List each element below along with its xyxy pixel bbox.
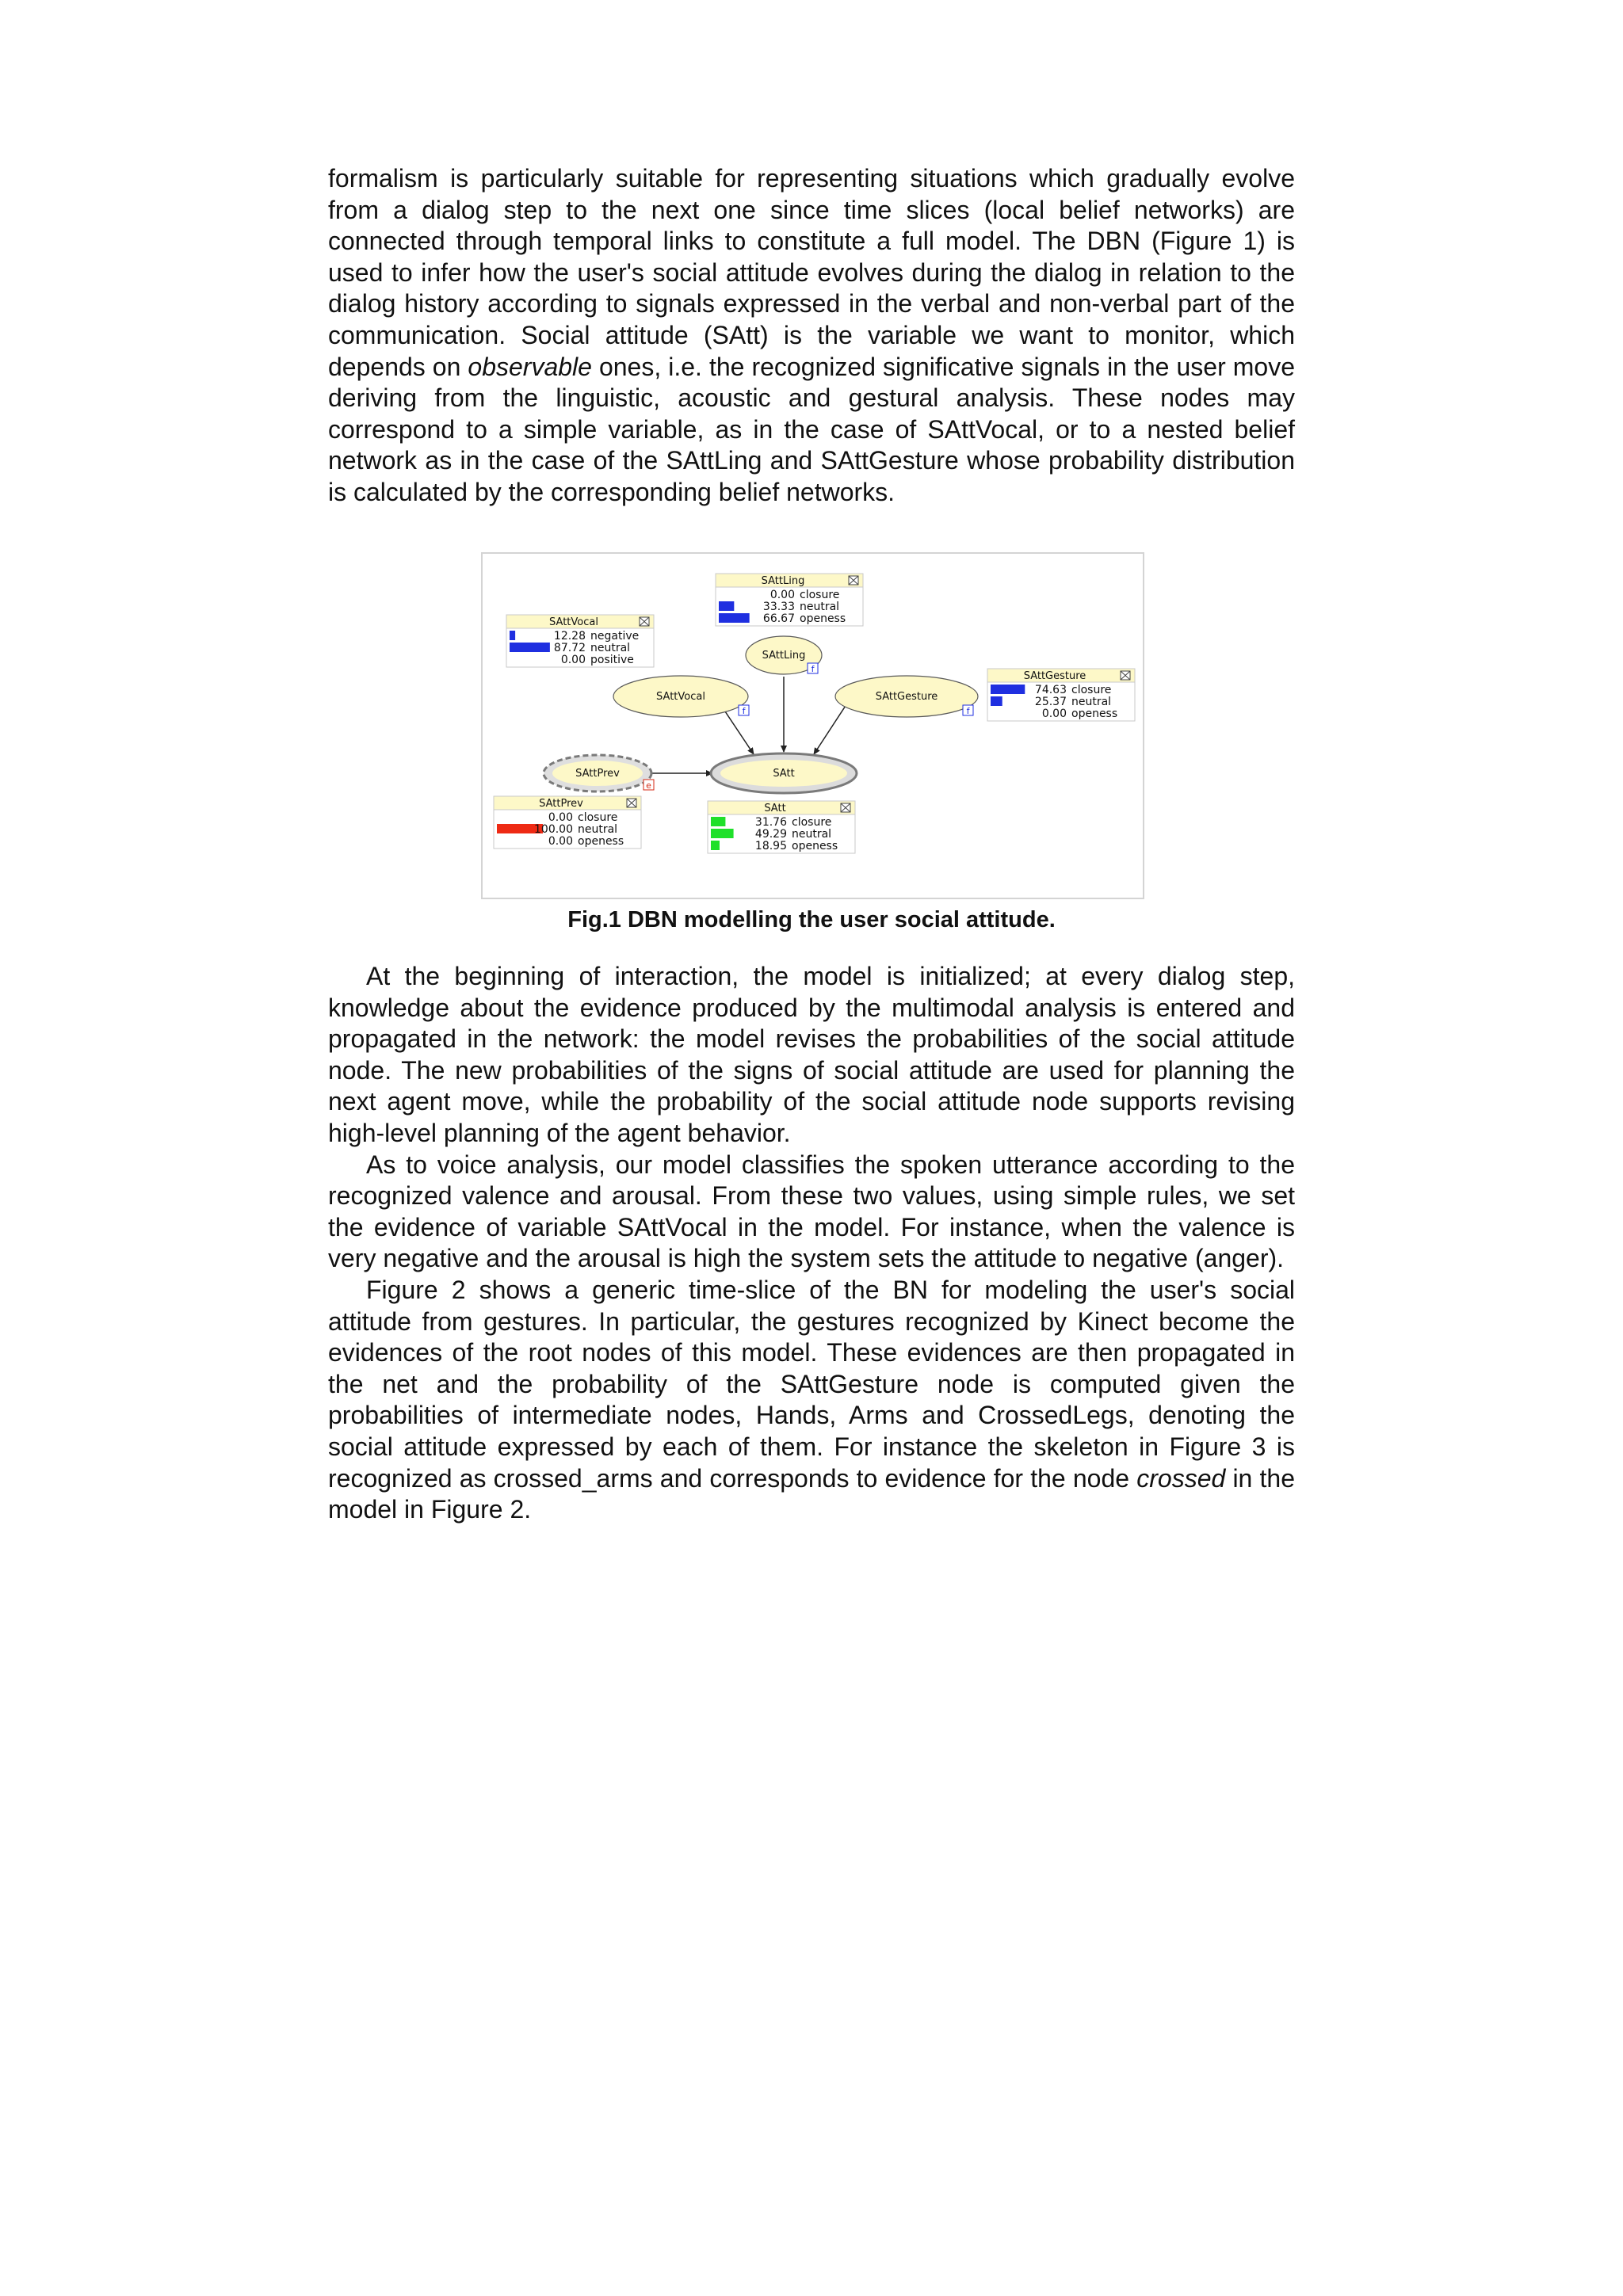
close-box-icon[interactable] — [1121, 671, 1130, 680]
prob-value: 0.00 — [1041, 707, 1067, 720]
badge-f-sattling: f — [811, 664, 815, 674]
prob-bar — [991, 696, 1002, 706]
prob-value: 18.95 — [754, 840, 787, 852]
node-sattvocal[interactable] — [613, 676, 749, 717]
table-sattprev — [494, 796, 641, 849]
prob-value: 100.00 — [534, 823, 573, 836]
prob-value: 74.63 — [1034, 684, 1067, 696]
body-paragraph-3-text-a: Figure 2 shows a generic time-slice of the BN for modeling the user's social attitude from gestures. In particular, the gestures recognized by Kinect become the evidences of the root nodes of this model. These evidences are then propagated in the net and the probability of the SAttGesture node is computed given the probabilities of intermediate nodes, Hands, Arms and CrossedLegs, denoting the social attitude expressed by each of them. For instance the skeleton in Figure 3 is recognized as crossed_arms and corresponds to evidence for the node — [328, 1275, 1295, 1493]
table-sattgesture — [987, 669, 1135, 721]
prob-value: 25.37 — [1034, 696, 1067, 708]
state-label: closure — [578, 811, 618, 824]
close-box-icon[interactable] — [627, 799, 636, 807]
table-sattprev-title: SAttPrev — [539, 798, 583, 810]
prob-bar — [991, 685, 1025, 694]
prob-value: 0.00 — [769, 589, 795, 601]
state-label: neutral — [800, 601, 840, 613]
node-sattling-label: SAttLing — [762, 650, 806, 662]
prob-value: 33.33 — [762, 601, 795, 613]
node-sattprev-label: SAttPrev — [575, 768, 620, 780]
node-satt[interactable] — [711, 753, 857, 793]
node-sattvocal-label: SAttVocal — [656, 691, 705, 703]
node-sattgesture[interactable] — [835, 676, 978, 717]
table-sattling — [716, 574, 863, 626]
probability-tables — [494, 574, 1135, 853]
intro-text-a: formalism is particularly suitable for representing situations which gradually evolve from a dialog step to the next one since time slices (local belief networks) are connected through temporal links to constitute a full model. The DBN (Figure 1) is used to infer how the user's social attitude evolves during the dialog in relation to the dialog history according to signals expressed in the verbal and non-verbal part of the communication. Social attitude (SAtt) is the variable we want to monitor, which depends on — [328, 164, 1295, 381]
intro-paragraph — [328, 163, 1295, 509]
table-sattvocal — [506, 615, 654, 667]
body-paragraph-2: As to voice analysis, our model classifies the spoken utterance according to the recognized valence and arousal. From these two values, using simple rules, we set the evidence of variable SAttVocal in the model. For instance, when the valence is very negative and the arousal is high the system sets the attitude to negative (anger). — [328, 1150, 1295, 1273]
node-sattling[interactable] — [746, 636, 822, 674]
table-satt — [708, 801, 855, 853]
body-section — [328, 961, 1295, 1526]
node-sattprev[interactable] — [544, 755, 654, 791]
state-label: neutral — [1071, 696, 1112, 708]
state-label: openess — [800, 612, 846, 625]
prob-bar — [510, 631, 515, 640]
node-sattgesture-label: SAttGesture — [875, 691, 938, 703]
prob-bar — [719, 601, 734, 611]
intro-text-b: ones, i.e. the recognized significative signals in the user move deriving from the linguistic, acoustic and gestural analysis. These nodes may correspond to a simple variable, as in the case of SAttVocal, or to a nested belief network as in the case of the SAttLing and SAttGesture whose probability distribution is calculated by the corresponding belief networks. — [328, 352, 1296, 506]
figure-caption: Fig.1 DBN modelling the user social attitude. — [567, 907, 1056, 933]
prob-bar — [510, 643, 550, 652]
badge-f-sattgesture: f — [966, 706, 970, 716]
prob-value: 49.29 — [754, 828, 787, 841]
prob-value: 12.28 — [553, 630, 586, 643]
state-label: closure — [1071, 684, 1112, 696]
table-sattvocal-title: SAttVocal — [549, 616, 598, 628]
state-label: negative — [590, 630, 640, 643]
prob-value: 0.00 — [548, 811, 573, 824]
body-paragraph-1: At the beginning of interaction, the model is initialized; at every dialog step, knowledge about the evidence produced by the multimodal analysis is entered and propagated in the network: the model revises the probabilities of the social attitude node. The new probabilities of the signs of social attitude are used for planning the next agent move, while the probability of the social attitude node supports revising high-level planning of the agent behavior. — [328, 962, 1295, 1147]
table-sattgesture-title: SAttGesture — [1023, 670, 1086, 682]
state-label: neutral — [578, 823, 618, 836]
table-sattling-title: SAttLing — [761, 575, 805, 587]
close-box-icon[interactable] — [849, 576, 858, 585]
prob-value: 87.72 — [553, 642, 586, 654]
state-label: neutral — [590, 642, 631, 654]
badge-e-sattprev: e — [646, 780, 651, 791]
intro-italic-term: observable — [468, 352, 592, 381]
node-satt-label: SAtt — [773, 768, 795, 780]
prob-bar — [711, 817, 725, 826]
badge-f-sattvocal: f — [742, 706, 746, 716]
dbn-diagram — [483, 554, 1143, 898]
prob-bar — [711, 829, 734, 838]
prob-value: 31.76 — [754, 816, 787, 829]
table-satt-title: SAtt — [764, 803, 786, 814]
body-paragraph-3 — [328, 1275, 1295, 1526]
state-label: openess — [578, 835, 624, 848]
state-label: neutral — [792, 828, 832, 841]
close-box-icon[interactable] — [841, 803, 850, 812]
prob-bar — [719, 613, 750, 623]
state-label: openess — [792, 840, 838, 852]
body-paragraph-3-italic-term: crossed — [1136, 1463, 1226, 1493]
body-paragraph-3-text-b: in the model in Figure 2. — [328, 1463, 1296, 1524]
state-label: closure — [792, 816, 832, 829]
state-label: positive — [590, 654, 634, 666]
state-label: closure — [800, 589, 840, 601]
figure-dbn — [481, 552, 1144, 899]
prob-bar — [711, 841, 720, 850]
prob-value: 0.00 — [560, 654, 586, 666]
prob-value: 66.67 — [762, 612, 795, 625]
state-label: openess — [1071, 707, 1118, 720]
close-box-icon[interactable] — [640, 617, 649, 626]
prob-value: 0.00 — [548, 835, 573, 848]
